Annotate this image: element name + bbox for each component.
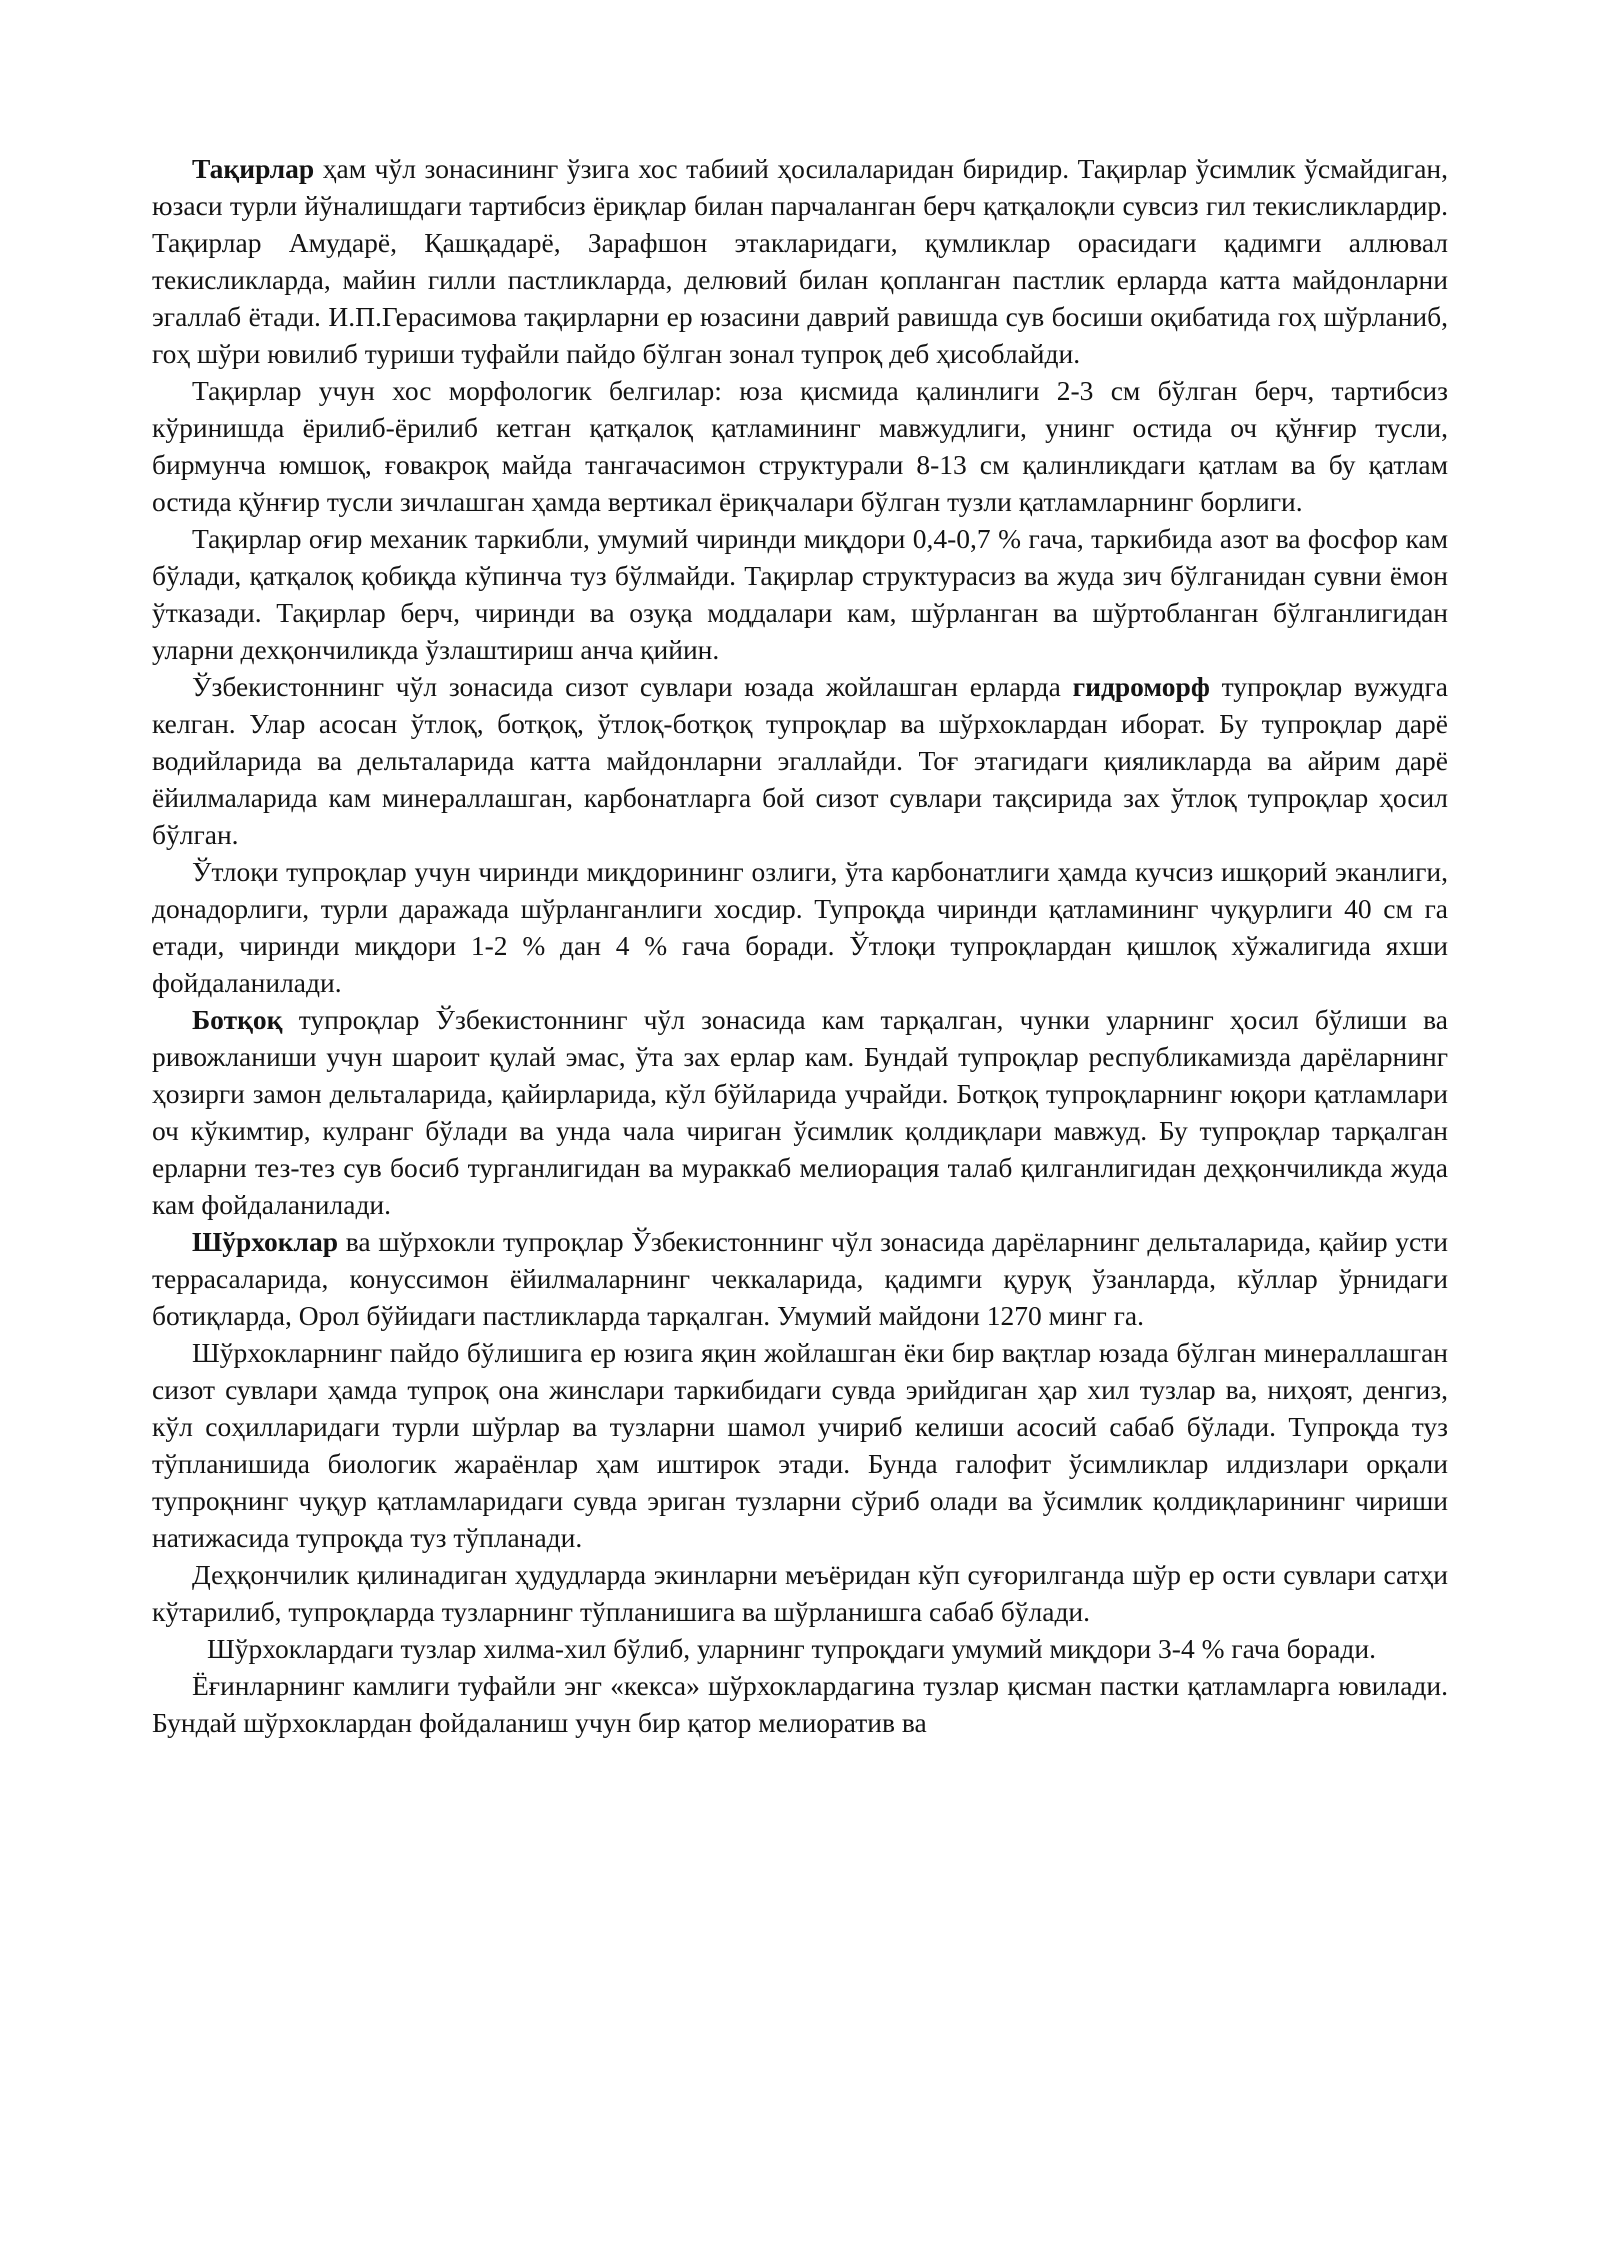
paragraph-text: Ёғинларнинг камлиги туфайли энг «кекса» шўрхоклардагина тузлар қисман пастки қатламларга ювилади. Бундай шўрхоклардан фойдаланиш учун бир қатор мелиоратив ва (152, 1670, 1448, 1738)
paragraph-takirlar-morphology (152, 372, 1448, 520)
paragraph-text: Тақирлар учун хос морфологик белгилар: юза қисмида қалинлиги 2-3 см бўлган берч, тартибсиз кўринишда ёрилиб-ёрилиб кетган қатқалоқ қатламининг мавжудлиги, унинг остида оч қўнғир тусли, бирмунча юмшоқ, ғовакроқ майда тангачасимон структурали 8-13 см қалинликдаги қатлам ва бу қатлам остида қўнғир тусли зичлашган ҳамда вертикал ёриқчалари бўлган тузли қатламларнинг борлиги. (152, 375, 1448, 517)
paragraph-meadow-soils (152, 853, 1448, 1001)
term-shurkhoklar: Шўрхоклар (192, 1226, 339, 1257)
term-gidromorf: гидроморф (1072, 671, 1210, 702)
paragraph-takirlar-intro (152, 150, 1448, 372)
paragraph-text: Ўтлоқи тупроқлар учун чиринди миқдорининг озлиги, ўта карбонатлиги ҳамда кучсиз ишқорий эканлиги, донадорлиги, турли даражада шўрланганлиги хосдир. Тупроқда чиринди қатламининг чуқурлиги 40 см га етади, чиринди миқдори 1-2 % дан 4 % гача боради. Ўтлоқи тупроқлардан қишлоқ хўжалигида яхши фойдаланилади. (152, 856, 1448, 998)
paragraph-text: ва шўрхокли тупроқлар Ўзбекистоннинг чўл зонасида дарёларнинг дельталарида, қайир усти террасаларида, конуссимон ёйилмаларнинг чеккаларида, қадимги қуруқ ўзанларда, кўллар ўрнидаги ботиқларда, Орол бўйидаги пастликларда тарқалган. Умумий майдони 1270 минг га. (152, 1226, 1448, 1331)
paragraph-solonchak-origin (152, 1334, 1448, 1556)
paragraph-irrigation-salinization (152, 1556, 1448, 1630)
paragraph-text: Шўрхоклардаги тузлар хилма-хил бўлиб, уларнинг тупроқдаги умумий миқдори 3-4 % гача боради. (207, 1633, 1376, 1664)
term-takirlar: Тақирлар (192, 153, 315, 184)
paragraph-text: ҳам чўл зонасининг ўзига хос табиий ҳосилаларидан биридир. Тақирлар ўсимлик ўсмайдиган, юзаси турли йўналишдаги тартибсиз ёриқлар билан парчаланган берч қатқалоқли сувсиз гил текисликлардир. Тақирлар Амударё, Қашқадарё, Зарафшон этакларидаги, қумликлар орасидаги қадимги аллювал текисликларда, майин гилли пастликларда, делювий билан қопланган пастлик ерларда катта майдонларни эгаллаб ётади. И.П.Герасимова тақирларни ер юзасини даврий равишда сув босиши оқибатида гоҳ шўрланиб, гоҳ шўри ювилиб туриши туфайли пайдо бўлган зонал тупроқ деб ҳисоблайди. (152, 153, 1448, 369)
paragraph-text: Тақирлар оғир механик таркибли, умумий чиринди миқдори 0,4-0,7 % гача, таркибида азот ва фосфор кам бўлади, қатқалоқ қобиқда кўпинча туз бўлмайди. Тақирлар структурасиз ва жуда зич бўлганидан сувни ёмон ўтказади. Тақирлар берч, чиринди ва озуқа моддалари кам, шўрланган ва шўртобланган бўлганлигидан уларни дехқончиликда ўзлаштириш анча қийин. (152, 523, 1448, 665)
paragraph-solonchaks (152, 1223, 1448, 1334)
term-botkok: Ботқоқ (192, 1004, 283, 1035)
paragraph-bog-soils (152, 1001, 1448, 1223)
document-page (152, 150, 1448, 1741)
paragraph-text: Шўрхокларнинг пайдо бўлишига ер юзига яқин жойлашган ёки бир вақтлар юзада бўлган минераллашган сизот сувлари ҳамда тупроқ она жинслари таркибидаги сувда эрийдиган ҳар хил тузлар ва, ниҳоят, денгиз, кўл соҳилларидаги турли шўрлар ва тузларни шамол учириб келиши асосий сабаб бўлади. Тупроқда туз тўпланишида биологик жараёнлар ҳам иштирок этади. Бунда галофит ўсимликлар илдизлари орқали тупроқнинг чуқур қатламларидаги сувда эриган тузларни сўриб олади ва ўсимлик қолдиқларининг чириши натижасида тупроқда туз тўпланади. (152, 1337, 1448, 1553)
paragraph-text: тупроқлар Ўзбекистоннинг чўл зонасида кам тарқалган, чунки уларнинг ҳосил бўлиши ва ривожланиши учун шароит қулай эмас, ўта зах ерлар кам. Бундай тупроқлар республикамизда дарёларнинг ҳозирги замон дельталарида, қайирларида, кўл бўйларида учрайди. Ботқоқ тупроқларнинг юқори қатламлари оч кўкимтир, кулранг бўлади ва унда чала чириган ўсимлик қолдиқлари мавжуд. Бу тупроқлар тарқалган ерларни тез-тез сув босиб турганлигидан ва мураккаб мелиорация талаб қилганлигидан деҳқончиликда жуда кам фойдаланилади. (152, 1004, 1448, 1220)
paragraph-takirlar-composition (152, 520, 1448, 668)
paragraph-salt-content (152, 1630, 1448, 1667)
paragraph-text: Ўзбекистоннинг чўл зонасида сизот сувлари юзада жойлашган ерларда (192, 671, 1073, 702)
paragraph-text: тупроқлар вужудга келган. Улар асосан ўтлоқ, ботқоқ, ўтлоқ-ботқоқ тупроқлар ва шўрхоклардан иборат. Бу тупроқлар дарё водийларида ва дельталарида катта майдонларни эгаллайди. Тоғ этагидаги қияликларда ва айрим дарё ёйилмаларида кам минераллашган, карбонатларга бой сизот сувлари тақсирида зах ўтлоқ тупроқлар ҳосил бўлган. (152, 671, 1448, 850)
paragraph-precipitation (152, 1667, 1448, 1741)
paragraph-hydromorphic-soils (152, 668, 1448, 853)
paragraph-text: Деҳқончилик қилинадиган ҳудудларда экинларни меъёридан кўп суғорилганда шўр ер ости сувлари сатҳи кўтарилиб, тупроқларда тузларнинг тўпланишига ва шўрланишга сабаб бўлади. (152, 1559, 1448, 1627)
